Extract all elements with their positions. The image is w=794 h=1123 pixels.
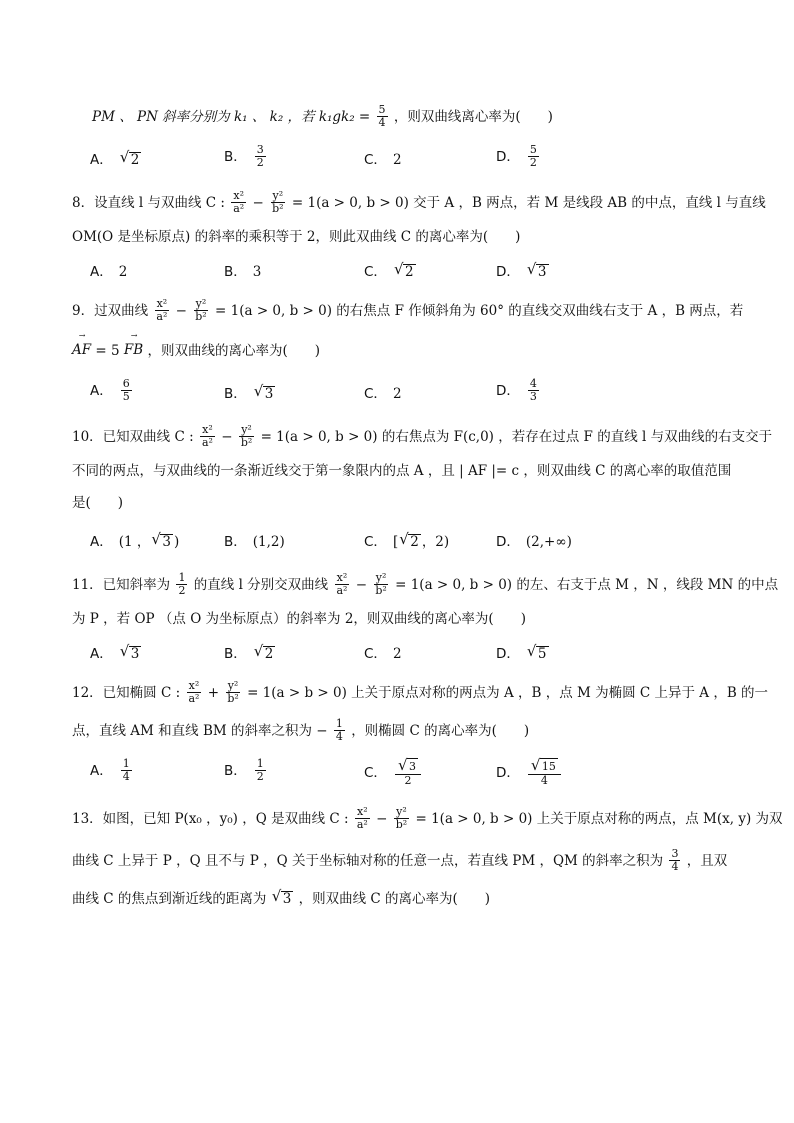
q11-option-a: A． √ 3 <box>90 642 140 662</box>
q9-option-c: C． 2 <box>364 386 402 402</box>
q11-option-c: C． 2 <box>364 646 402 662</box>
q10-stem-line1: 10．已知双曲线 C : $\frac{\text{x²}}{\text{a²}}$ − $\frac{\text{y²}}{\text{b²}}$ = 1(a > 0, b > 0) 的右焦点为 F(c,0) ，若存在过点 F 的直线 l 与双曲线的右支交于 <box>72 423 773 449</box>
q9-stem-line2: → AF = 5 → FB ，则双曲线的离心率为( ) <box>72 331 321 359</box>
q11-stem-line1: 11．已知斜率为 $\frac{1}{2}$ 的直线 l 分别交双曲线 $\frac{\text{x²}}{\text{a²}}$ − $\frac{\text{y²}}{\text{b²}}$ = 1(a > 0, b > 0) 的左、右支于点 M ，N ，线段 MN 的中点 <box>72 571 779 597</box>
q7-option-d: D． $\frac{5}{2}$ <box>496 143 537 169</box>
q10-option-c: C． [ √ 2 ，2) <box>364 530 450 550</box>
q9-option-b: B． √ 3 <box>224 382 274 402</box>
q10-stem-line3: 是( ) <box>72 494 124 511</box>
q8-option-d: D． √ 3 <box>496 260 547 280</box>
q10-option-a: A． (1 ， √ 3 ) <box>90 530 180 550</box>
q11-stem-line2: 为 P ，若 OP （点 O 为坐标原点）的斜率为 2，则双曲线的离心率为( ) <box>72 610 526 627</box>
q9-stem-line1: 9．过双曲线 $\frac{\text{x²}}{\text{a²}}$ − $\frac{\text{y²}}{\text{b²}}$ = 1(a > 0, b > 0) 的右焦点 F 作倾斜角为 60° 的直线交双曲线右支于 A ，B 两点，若 <box>72 297 744 323</box>
q12-stem-line1: 12．已知椭圆 C : $\frac{\text{x²}}{\text{a²}}$ + $\frac{\text{y²}}{\text{b²}}$ = 1(a > b > 0) 上关于原点对称的两点为 A ，B ，点 M 为椭圆 C 上异于 A ，B 的一 <box>72 679 769 705</box>
q7-stem-tail: PM 、 PN 斜率分别为 k₁ 、 k₂ ，若 k₁gk₂ = $\frac{5}{4}$ ，则双曲线离心率为( ) <box>92 103 553 129</box>
sqrt: √ 2 <box>119 148 140 168</box>
q11-option-b: B． √ 2 <box>224 642 274 662</box>
q13-stem-line2: 曲线 C 上异于 P ，Q 且不与 P ，Q 关于坐标轴对称的任意一点，若直线 PM ，QM 的斜率之积为 $\frac{3}{4}$ ，且双 <box>72 847 728 873</box>
q8-option-a: A． 2 <box>90 264 128 280</box>
q8-stem-line1: 8．设直线 l 与双曲线 C : $\frac{\text{x²}}{\text{a²}}$ − $\frac{\text{y²}}{\text{b²}}$ = 1(a > 0, b > 0) 交于 A ，B 两点，若 M 是线段 AB 的中点，直线 l 与直线 <box>72 189 766 215</box>
q12-option-b: B． $\frac{1}{2}$ <box>224 757 264 783</box>
q8-stem-line2: OM(O 是坐标原点) 的斜率的乘积等于 2，则此双曲线 C 的离心率为( ) <box>72 228 521 245</box>
q10-option-d: D． (2,+∞) <box>496 534 572 550</box>
q12-option-d: D． √ 15 4 <box>496 758 563 787</box>
fraction: $\frac{5}{4}$ <box>378 103 386 129</box>
q13-stem-line1: 13．如图，已知 P(x₀ ，y₀) ，Q 是双曲线 C : $\frac{\text{x²}}{\text{a²}}$ − $\frac{\text{y²}}{\text{b²}}$ = 1(a > 0, b > 0) 上关于原点对称的两点，点 M(x, y) 为双 <box>72 805 783 831</box>
q9-option-a: A． $\frac{6}{5}$ <box>90 377 130 403</box>
q13-stem-line3: 曲线 C 的焦点到渐近线的距离为 √ 3 ，则双曲线 C 的离心率为( ) <box>72 886 491 907</box>
q8-option-b: B． 3 <box>224 264 262 280</box>
q9-option-d: D． $\frac{4}{3}$ <box>496 377 537 403</box>
q7-option-a: A． √ 2 <box>90 148 140 168</box>
q12-option-a: A． $\frac{1}{4}$ <box>90 757 130 783</box>
q8-option-c: C． √ 2 <box>364 260 414 280</box>
q7-option-c: C． 2 <box>364 152 402 168</box>
q12-option-c: C． √ 3 2 <box>364 758 423 787</box>
q11-option-d: D． √ 5 <box>496 642 547 662</box>
q7-option-b: B． $\frac{3}{2}$ <box>224 143 264 169</box>
q12-stem-line2: 点，直线 AM 和直线 BM 的斜率之积为 − $\frac{1}{4}$ ，则椭圆 C 的离心率为( ) <box>72 717 530 743</box>
q10-option-b: B． (1,2) <box>224 534 285 550</box>
q10-stem-line2: 不同的两点，与双曲线的一条渐近线交于第一象限内的点 A ，且 | AF |= c ，则双曲线 C 的离心率的取值范围 <box>72 462 732 479</box>
